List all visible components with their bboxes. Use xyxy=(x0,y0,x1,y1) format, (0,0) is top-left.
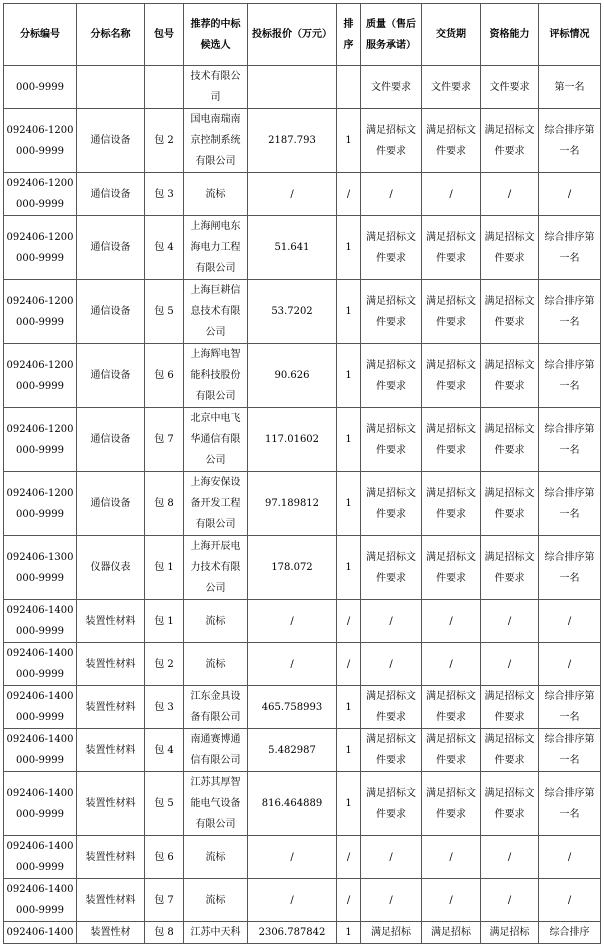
cell-name: 通信设备 xyxy=(77,173,145,216)
cell-eval: 综合排序第一名 xyxy=(539,280,601,344)
cell-name: 装置性材料 xyxy=(77,729,145,772)
cell-eval: 综合排序第一名 xyxy=(539,729,601,772)
cell-pkg: 包 6 xyxy=(145,836,184,879)
cell-pkg: 包 3 xyxy=(145,686,184,729)
cell-eval: 第一名 xyxy=(539,66,601,109)
cell-qual: 满足招标文件要求 xyxy=(481,729,539,772)
cell-qual: 满足招标文件要求 xyxy=(481,472,539,536)
cell-name: 装置性材料 xyxy=(77,772,145,836)
cell-price: 816.464889 xyxy=(248,772,337,836)
cell-qual: 满足招标文件要求 xyxy=(481,536,539,600)
cell-delivery: 满足招标 xyxy=(422,922,481,944)
cell-code: 092406-1400000-9999 xyxy=(4,836,77,879)
cell-rank: 1 xyxy=(337,729,361,772)
cell-cand: 上海闸电东海电力工程有限公司 xyxy=(184,216,248,280)
cell-quality: 满足招标 xyxy=(361,922,422,944)
bid-results-table xyxy=(3,3,601,944)
cell-cand: 流标 xyxy=(184,836,248,879)
cell-code: 092406-1200000-9999 xyxy=(4,109,77,173)
cell-qual: 满足招标 xyxy=(481,922,539,944)
cell-rank: 1 xyxy=(337,216,361,280)
cell-delivery: / xyxy=(422,643,481,686)
cell-delivery: 满足招标文件要求 xyxy=(422,216,481,280)
header-delivery: 交货期 xyxy=(422,4,481,66)
header-pkg: 包号 xyxy=(145,4,184,66)
cell-delivery: 满足招标文件要求 xyxy=(422,408,481,472)
cell-price xyxy=(248,66,337,109)
cell-price: / xyxy=(248,600,337,643)
cell-delivery: 满足招标文件要求 xyxy=(422,109,481,173)
cell-pkg: 包 3 xyxy=(145,173,184,216)
cell-pkg: 包 1 xyxy=(145,600,184,643)
cell-eval: 综合排序第一名 xyxy=(539,686,601,729)
cell-delivery: / xyxy=(422,600,481,643)
cell-eval: 综合排序第一名 xyxy=(539,536,601,600)
cell-cand: 上海辉电智能科技股份有限公司 xyxy=(184,344,248,408)
cell-price: 97.189812 xyxy=(248,472,337,536)
header-evaluation: 评标情况 xyxy=(539,4,601,66)
table-row xyxy=(4,66,601,109)
cell-quality: / xyxy=(361,879,422,922)
cell-quality: 满足招标文件要求 xyxy=(361,536,422,600)
cell-rank: 1 xyxy=(337,344,361,408)
cell-rank: 1 xyxy=(337,280,361,344)
table-row xyxy=(4,600,601,643)
cell-price: 53.7202 xyxy=(248,280,337,344)
cell-eval: 综合排序第一名 xyxy=(539,216,601,280)
cell-pkg: 包 7 xyxy=(145,879,184,922)
cell-qual: 满足招标文件要求 xyxy=(481,772,539,836)
cell-delivery: / xyxy=(422,836,481,879)
cell-name xyxy=(77,66,145,109)
cell-delivery: 满足招标文件要求 xyxy=(422,772,481,836)
cell-eval: 综合排序第一名 xyxy=(539,344,601,408)
cell-rank: 1 xyxy=(337,922,361,944)
cell-qual: 满足招标文件要求 xyxy=(481,344,539,408)
cell-price: / xyxy=(248,173,337,216)
cell-eval: / xyxy=(539,600,601,643)
cell-price: 117.01602 xyxy=(248,408,337,472)
table-header-row xyxy=(4,4,601,66)
cell-code: 092406-1400000-9999 xyxy=(4,772,77,836)
cell-rank: / xyxy=(337,600,361,643)
cell-delivery: 满足招标文件要求 xyxy=(422,280,481,344)
cell-rank: 1 xyxy=(337,686,361,729)
cell-price: 465.758993 xyxy=(248,686,337,729)
cell-pkg: 包 2 xyxy=(145,643,184,686)
cell-cand: 流标 xyxy=(184,879,248,922)
cell-code: 092406-1400000-9999 xyxy=(4,729,77,772)
cell-delivery: / xyxy=(422,879,481,922)
cell-qual: / xyxy=(481,836,539,879)
cell-price: 178.072 xyxy=(248,536,337,600)
cell-cand: 南通赛博通信有限公司 xyxy=(184,729,248,772)
cell-name: 装置性材料 xyxy=(77,836,145,879)
cell-eval: 综合排序第一名 xyxy=(539,408,601,472)
table-row xyxy=(4,472,601,536)
cell-cand: 流标 xyxy=(184,600,248,643)
cell-quality: 满足招标文件要求 xyxy=(361,216,422,280)
cell-quality: 文件要求 xyxy=(361,66,422,109)
cell-quality: 满足招标文件要求 xyxy=(361,686,422,729)
cell-qual: 满足招标文件要求 xyxy=(481,109,539,173)
cell-name: 通信设备 xyxy=(77,344,145,408)
table-row xyxy=(4,879,601,922)
table-row xyxy=(4,686,601,729)
cell-cand: 江苏其厚智能电气设备有限公司 xyxy=(184,772,248,836)
cell-quality: / xyxy=(361,173,422,216)
cell-pkg: 包 4 xyxy=(145,729,184,772)
cell-cand: 流标 xyxy=(184,173,248,216)
cell-code: 092406-1200000-9999 xyxy=(4,344,77,408)
cell-eval: 综合排序 xyxy=(539,922,601,944)
cell-eval: 综合排序第一名 xyxy=(539,772,601,836)
cell-pkg: 包 7 xyxy=(145,408,184,472)
table-row xyxy=(4,216,601,280)
cell-rank: 1 xyxy=(337,408,361,472)
cell-price: 5.482987 xyxy=(248,729,337,772)
cell-name: 通信设备 xyxy=(77,280,145,344)
cell-eval: / xyxy=(539,643,601,686)
cell-rank: / xyxy=(337,643,361,686)
cell-delivery: 文件要求 xyxy=(422,66,481,109)
cell-qual: 满足招标文件要求 xyxy=(481,686,539,729)
cell-delivery: 满足招标文件要求 xyxy=(422,344,481,408)
header-rank: 排序 xyxy=(337,4,361,66)
cell-cand: 江东金具设备有限公司 xyxy=(184,686,248,729)
cell-quality: 满足招标文件要求 xyxy=(361,472,422,536)
cell-code: 092406-1400000-9999 xyxy=(4,879,77,922)
cell-code: 092406-1200000-9999 xyxy=(4,173,77,216)
cell-delivery: / xyxy=(422,173,481,216)
cell-delivery: 满足招标文件要求 xyxy=(422,729,481,772)
cell-name: 通信设备 xyxy=(77,216,145,280)
cell-pkg: 包 4 xyxy=(145,216,184,280)
cell-rank xyxy=(337,66,361,109)
header-price: 投标报价（万元） xyxy=(248,4,337,66)
table-row xyxy=(4,344,601,408)
cell-name: 装置性材 xyxy=(77,922,145,944)
cell-quality: 满足招标文件要求 xyxy=(361,280,422,344)
cell-delivery: 满足招标文件要求 xyxy=(422,472,481,536)
cell-pkg: 包 8 xyxy=(145,472,184,536)
cell-code: 092406-1200000-9999 xyxy=(4,408,77,472)
cell-quality: 满足招标文件要求 xyxy=(361,729,422,772)
cell-cand: 流标 xyxy=(184,643,248,686)
cell-pkg: 包 5 xyxy=(145,280,184,344)
table-row xyxy=(4,643,601,686)
cell-rank: / xyxy=(337,836,361,879)
cell-qual: / xyxy=(481,879,539,922)
cell-rank: / xyxy=(337,879,361,922)
cell-name: 仪器仪表 xyxy=(77,536,145,600)
cell-name: 装置性材料 xyxy=(77,643,145,686)
cell-eval: 综合排序第一名 xyxy=(539,109,601,173)
cell-quality: / xyxy=(361,643,422,686)
cell-eval: 综合排序第一名 xyxy=(539,472,601,536)
cell-rank: 1 xyxy=(337,472,361,536)
cell-code: 092406-1400000-9999 xyxy=(4,643,77,686)
cell-cand: 江苏中天科 xyxy=(184,922,248,944)
cell-pkg: 包 6 xyxy=(145,344,184,408)
table-row xyxy=(4,408,601,472)
header-candidate: 推荐的中标候选人 xyxy=(184,4,248,66)
table-row xyxy=(4,109,601,173)
cell-rank: 1 xyxy=(337,536,361,600)
cell-price: 2187.793 xyxy=(248,109,337,173)
cell-quality: 满足招标文件要求 xyxy=(361,344,422,408)
cell-pkg: 包 1 xyxy=(145,536,184,600)
cell-eval: / xyxy=(539,879,601,922)
cell-price: / xyxy=(248,836,337,879)
cell-eval: / xyxy=(539,173,601,216)
cell-eval: / xyxy=(539,836,601,879)
cell-qual: / xyxy=(481,643,539,686)
table-row xyxy=(4,729,601,772)
cell-rank: / xyxy=(337,173,361,216)
cell-cand: 上海安保设备开发工程有限公司 xyxy=(184,472,248,536)
cell-price: / xyxy=(248,643,337,686)
cell-quality: / xyxy=(361,600,422,643)
cell-price: 2306.787842 xyxy=(248,922,337,944)
cell-name: 通信设备 xyxy=(77,408,145,472)
cell-price: / xyxy=(248,879,337,922)
cell-pkg: 包 5 xyxy=(145,772,184,836)
header-code: 分标编号 xyxy=(4,4,77,66)
cell-quality: 满足招标文件要求 xyxy=(361,772,422,836)
cell-cand: 技术有限公司 xyxy=(184,66,248,109)
cell-code: 092406-1400000-9999 xyxy=(4,600,77,643)
cell-code: 092406-1400 xyxy=(4,922,77,944)
cell-quality: 满足招标文件要求 xyxy=(361,109,422,173)
cell-name: 装置性材料 xyxy=(77,600,145,643)
cell-code: 092406-1200000-9999 xyxy=(4,216,77,280)
cell-name: 通信设备 xyxy=(77,109,145,173)
cell-rank: 1 xyxy=(337,109,361,173)
cell-code: 000-9999 xyxy=(4,66,77,109)
cell-name: 装置性材料 xyxy=(77,686,145,729)
cell-pkg: 包 8 xyxy=(145,922,184,944)
cell-code: 092406-1200000-9999 xyxy=(4,280,77,344)
cell-pkg xyxy=(145,66,184,109)
cell-cand: 上海巨耕信息技术有限公司 xyxy=(184,280,248,344)
cell-cand: 国电南瑞南京控制系统有限公司 xyxy=(184,109,248,173)
cell-name: 通信设备 xyxy=(77,472,145,536)
table-row xyxy=(4,280,601,344)
cell-quality: 满足招标文件要求 xyxy=(361,408,422,472)
header-qualification: 资格能力 xyxy=(481,4,539,66)
table-row xyxy=(4,772,601,836)
header-quality: 质量（售后服务承诺） xyxy=(361,4,422,66)
header-name: 分标名称 xyxy=(77,4,145,66)
cell-delivery: 满足招标文件要求 xyxy=(422,686,481,729)
cell-price: 90.626 xyxy=(248,344,337,408)
table-row xyxy=(4,173,601,216)
cell-qual: 满足招标文件要求 xyxy=(481,408,539,472)
cell-cand: 北京中电飞华通信有限公司 xyxy=(184,408,248,472)
cell-qual: / xyxy=(481,600,539,643)
cell-qual: 文件要求 xyxy=(481,66,539,109)
cell-cand: 上海开辰电力技术有限公司 xyxy=(184,536,248,600)
cell-code: 092406-1300000-9999 xyxy=(4,536,77,600)
table-row xyxy=(4,536,601,600)
cell-name: 装置性材料 xyxy=(77,879,145,922)
cell-delivery: 满足招标文件要求 xyxy=(422,536,481,600)
cell-code: 092406-1200000-9999 xyxy=(4,472,77,536)
cell-rank: 1 xyxy=(337,772,361,836)
cell-qual: 满足招标文件要求 xyxy=(481,216,539,280)
table-row xyxy=(4,836,601,879)
table-row xyxy=(4,922,601,944)
cell-pkg: 包 2 xyxy=(145,109,184,173)
cell-quality: / xyxy=(361,836,422,879)
cell-code: 092406-1400000-9999 xyxy=(4,686,77,729)
cell-qual: / xyxy=(481,173,539,216)
cell-price: 51.641 xyxy=(248,216,337,280)
cell-qual: 满足招标文件要求 xyxy=(481,280,539,344)
